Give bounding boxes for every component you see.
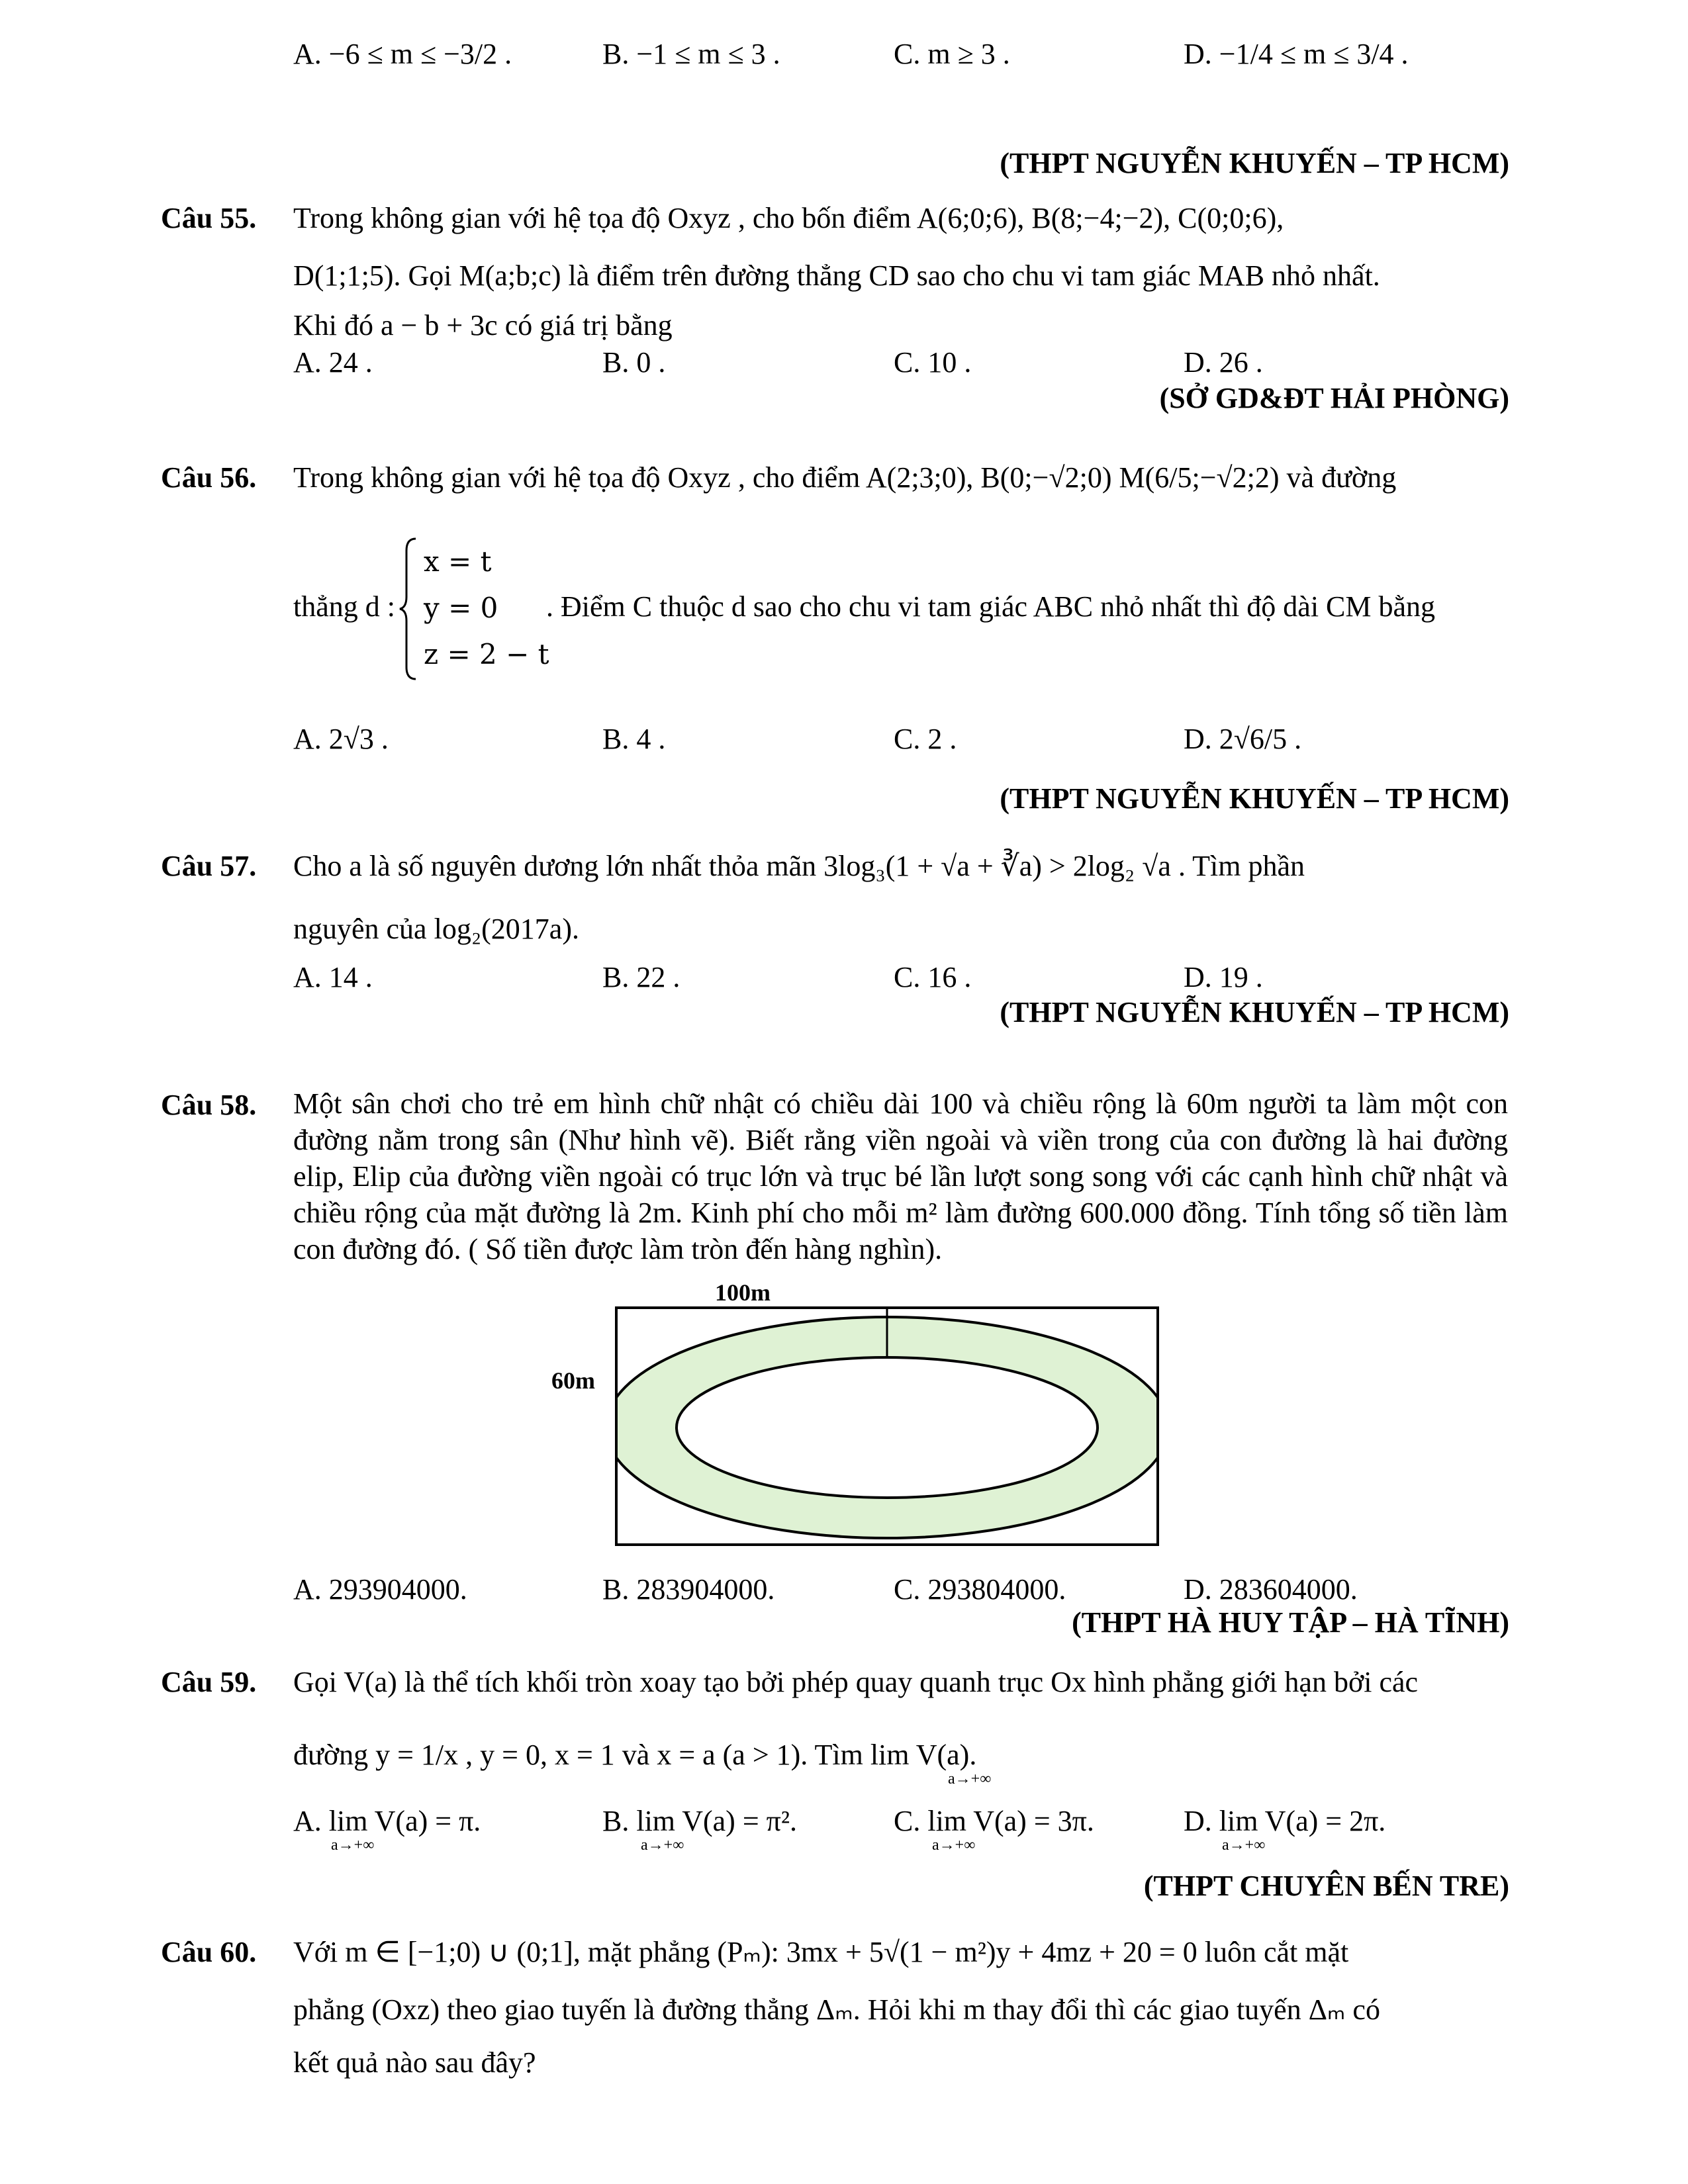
q59-c-lim-subscript: a→+∞: [932, 1837, 976, 1854]
q59-line2: đường y = 1/x , y = 0, x = 1 và x = a (a > 1). Tìm lim V(a).: [293, 1739, 977, 1771]
q55-option-d[interactable]: D. 26 .: [1184, 346, 1263, 379]
q57-option-a[interactable]: A. 14 .: [293, 961, 373, 993]
q60-line2: phẳng (Oxz) theo giao tuyến là đường thẳng Δₘ. Hỏi khi m thay đổi thì các giao tuyến Δₘ có: [293, 1993, 1380, 2026]
q59-label: Câu 59.: [161, 1666, 257, 1698]
q55-source: (SỞ GD&ĐT HẢI PHÒNG): [1159, 382, 1509, 414]
inner-ellipse: [677, 1357, 1098, 1498]
q58-label: Câu 58.: [161, 1089, 257, 1121]
q55-option-a[interactable]: A. 24 .: [293, 346, 373, 379]
q60-line1: Với m ∈ [−1;0) ∪ (0;1], mặt phẳng (Pₘ): 3mx + 5√(1 − m²)y + 4mz + 20 = 0 luôn cắt mặt: [293, 1936, 1349, 1968]
q57-label: Câu 57.: [161, 850, 257, 882]
q56-option-a[interactable]: A. 2√3 .: [293, 723, 389, 755]
q57-line2: nguyên của log₂(2017a).: [293, 913, 579, 945]
q56-label: Câu 56.: [161, 461, 257, 494]
q54-source: (THPT NGUYỄN KHUYẾN – TP HCM): [1000, 147, 1509, 179]
q59-a-lim-subscript: a→+∞: [331, 1837, 375, 1854]
q55-option-b[interactable]: B. 0 .: [602, 346, 666, 379]
q56-system-eq2: y = 0: [424, 592, 498, 624]
q58-text: Một sân chơi cho trẻ em hình chữ nhật có chiều dài 100 và chiều rộng là 60m người ta làm một con đường nằm trong sân (Như hình vẽ). Biết rằng viền ngoài và viền trong của con đường là hai đường elip, Elip của đường viền ngoài có trục lớn và trục bé lần lượt song song với các cạnh hình chữ nhật và chiều rộng của mặt đường là 2m. Kinh phí cho mỗi m² làm đường 600.000 đồng. Tính tổng số tiền làm con đường đó. ( Số tiền được làm tròn đến hàng nghìn).: [293, 1087, 1508, 1265]
q56-source: (THPT NGUYỄN KHUYẾN – TP HCM): [1000, 782, 1509, 815]
q54-option-b[interactable]: B. −1 ≤ m ≤ 3 .: [602, 38, 780, 70]
q56-system-eq3: z = 2 − t: [424, 638, 549, 670]
q56-system-eq1: x = t: [424, 545, 492, 578]
q57-line1: Cho a là số nguyên dương lớn nhất thỏa mãn 3log₃(1 + √a + ∛a) > 2log₂ √a . Tìm phần: [293, 850, 1305, 882]
q56-option-c[interactable]: C. 2 .: [894, 723, 957, 755]
q59-source: (THPT CHUYÊN BẾN TRE): [1143, 1870, 1509, 1902]
q56-line2: . Điểm C thuộc d sao cho chu vi tam giác ABC nhỏ nhất thì độ dài CM bằng: [546, 590, 1436, 623]
q58-option-a[interactable]: A. 293904000.: [293, 1573, 467, 1606]
q58-source: (THPT HÀ HUY TẬP – HÀ TĨNH): [1072, 1606, 1509, 1639]
q56-system-brace: [399, 536, 418, 682]
q56-option-b[interactable]: B. 4 .: [602, 723, 666, 755]
ellipse-road-figure: [609, 1300, 1165, 1552]
figure-width-label: 60m: [551, 1367, 595, 1394]
q55-option-c[interactable]: C. 10 .: [894, 346, 972, 379]
q59-option-d[interactable]: D. lim V(a) = 2π.: [1184, 1805, 1386, 1837]
q59-b-lim-subscript: a→+∞: [641, 1837, 684, 1854]
q60-label: Câu 60.: [161, 1936, 257, 1968]
q59-option-a[interactable]: A. lim V(a) = π.: [293, 1805, 481, 1837]
q56-option-d[interactable]: D. 2√6/5 .: [1184, 723, 1302, 755]
q55-line2: D(1;1;5). Gọi M(a;b;c) là điểm trên đường thẳng CD sao cho chu vi tam giác MAB nhỏ nhất.: [293, 259, 1380, 292]
q59-option-c[interactable]: C. lim V(a) = 3π.: [894, 1805, 1094, 1837]
q60-line3: kết quả nào sau đây?: [293, 2046, 536, 2079]
q59-d-lim-subscript: a→+∞: [1222, 1837, 1266, 1854]
q56-thang: thẳng d :: [293, 590, 395, 623]
q59-lim-subscript: a→+∞: [948, 1770, 992, 1788]
figure-length-label: 100m: [715, 1279, 771, 1306]
q58-option-c[interactable]: C. 293804000.: [894, 1573, 1066, 1606]
q58-option-b[interactable]: B. 283904000.: [602, 1573, 775, 1606]
q57-option-b[interactable]: B. 22 .: [602, 961, 680, 993]
q57-source: (THPT NGUYỄN KHUYẾN – TP HCM): [1000, 996, 1509, 1028]
q54-option-d[interactable]: D. −1/4 ≤ m ≤ 3/4 .: [1184, 38, 1409, 70]
q54-option-c[interactable]: C. m ≥ 3 .: [894, 38, 1010, 70]
q59-line1: Gọi V(a) là thể tích khối tròn xoay tạo bởi phép quay quanh trục Ox hình phẳng giới hạn bởi các: [293, 1666, 1419, 1698]
q55-line3: Khi đó a − b + 3c có giá trị bằng: [293, 309, 673, 341]
q57-option-c[interactable]: C. 16 .: [894, 961, 972, 993]
q57-option-d[interactable]: D. 19 .: [1184, 961, 1263, 993]
q59-option-b[interactable]: B. lim V(a) = π².: [602, 1805, 798, 1837]
q58-option-d[interactable]: D. 283604000.: [1184, 1573, 1358, 1606]
q55-label: Câu 55.: [161, 202, 257, 234]
q55-line1: Trong không gian với hệ tọa độ Oxyz , cho bốn điểm A(6;0;6), B(8;−4;−2), C(0;0;6),: [293, 202, 1284, 234]
q54-option-a[interactable]: A. −6 ≤ m ≤ −3/2 .: [293, 38, 512, 70]
q56-line1: Trong không gian với hệ tọa độ Oxyz , cho điểm A(2;3;0), B(0;−√2;0) M(6/5;−√2;2) và đường: [293, 461, 1397, 494]
